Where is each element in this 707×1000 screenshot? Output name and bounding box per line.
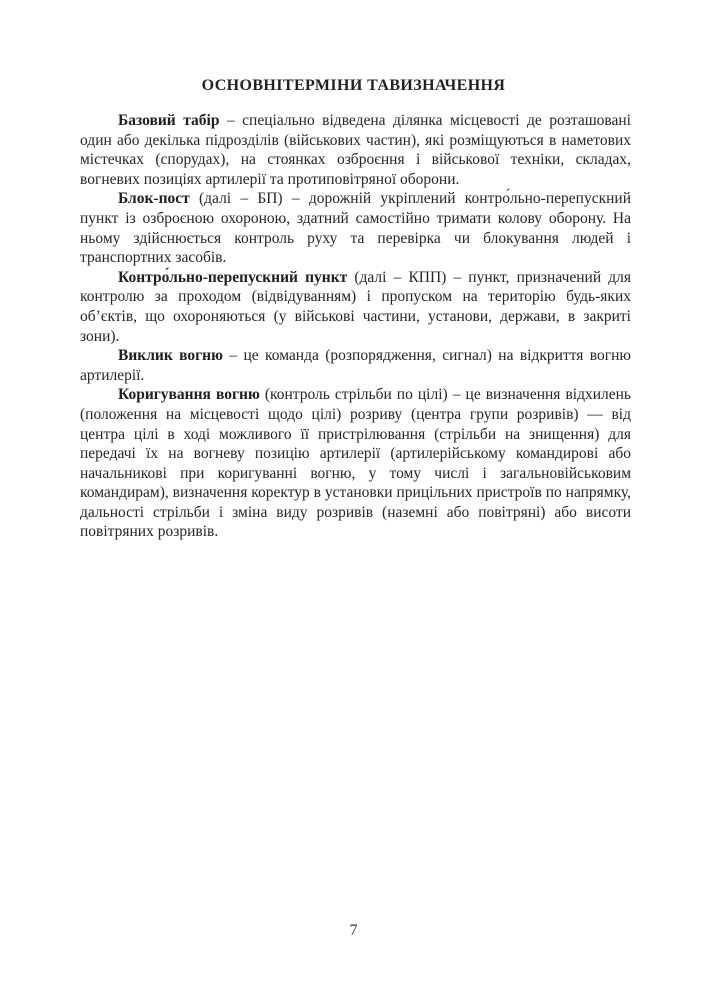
definition-text: – це команда (розпорядження, сигнал) на відкриття вогню артилерії. bbox=[80, 347, 631, 384]
definition-text: – спеціально відведена ділянка місцевості де розташовані один або декілька підрозділів (військових частин), які розміщуються в наметових містечках (спорудах), на стоянках озброєння і військової техніки, складах, вогневих позиціях артилерії та протиповітряної оборони. bbox=[80, 112, 631, 188]
term-bold: Контро́льно-перепускний пункт bbox=[118, 268, 348, 286]
definition-paragraph bbox=[80, 189, 631, 267]
definition-paragraph bbox=[80, 346, 631, 385]
term-bold: Базовий табір bbox=[118, 112, 220, 129]
page-title: ОСНОВНІТЕРМІНИ ТАВИЗНАЧЕННЯ bbox=[201, 77, 506, 94]
definition-text: (далі – БП) – дорожній укріплений контро́льно-перепускний пункт із озброєною охороною, здатний самостійно тримати колову оборону. На ньому здійснюється контроль руху та перевірка чи блокування людей і транспортних засобів. bbox=[80, 190, 631, 267]
definition-paragraph bbox=[80, 268, 631, 346]
definitions-section bbox=[80, 111, 631, 542]
term-bold: Виклик вогню bbox=[118, 347, 223, 365]
page-number: 7 bbox=[349, 922, 358, 939]
definition-paragraph bbox=[80, 111, 631, 189]
definition-paragraph bbox=[80, 385, 631, 542]
definition-text: (контроль стрільби по цілі) – це визначення відхилень (положення на місцевості щодо цілі) розриву (центра групи розривів) — від центра цілі в ході можливого її пристрілювання (стрільби на знищення) для передачі їх на вогневу позицію артилерії (артилерійському командирові або начальникові при коригуванні вогню, у тому числі і загальновійськовим командирам), визначення коректур в установки прицільних пристроїв по напрямку, дальності стрільби і зміна виду розривів (наземні або повітряні) або висоти повітряних розривів. bbox=[80, 386, 631, 541]
term-bold: Коригування вогню bbox=[118, 386, 260, 404]
term-bold: Блок-пост bbox=[118, 190, 190, 208]
definition-text: (далі – КПП) – пункт, призначений для контролю за проходом (відвідуванням) і пропуском на територію будь-яких об’єктів, що охороняються (у військові частини, установи, держави, в закриті зони). bbox=[80, 268, 632, 345]
